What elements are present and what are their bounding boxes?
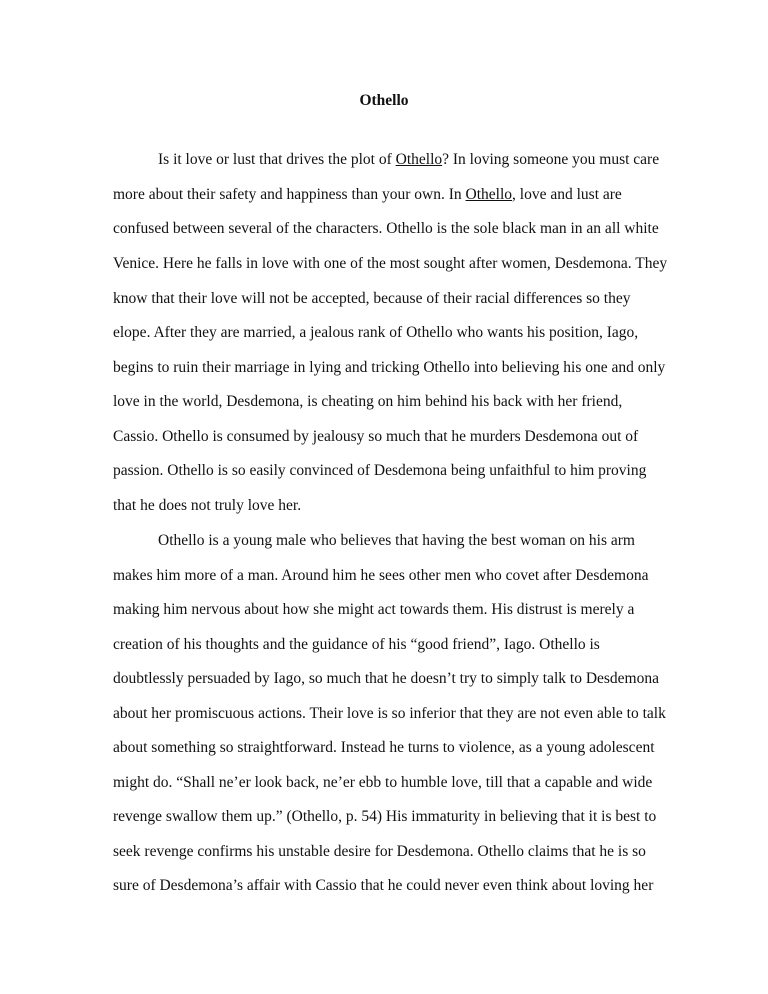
paragraph-2-line-8: might do. “Shall ne’er look back, ne’er ebb to humble love, till that a capable and wide [113, 774, 653, 791]
line-text: , love and lust are [512, 186, 622, 203]
paragraph-1-line-8: love in the world, Desdemona, is cheating on him behind his back with her friend, [113, 393, 623, 410]
document-title: Othello [359, 92, 409, 109]
paragraph-1-line-9: Cassio. Othello is consumed by jealousy so much that he murders Desdemona out of [113, 428, 639, 445]
paragraph-1-line-10: passion. Othello is so easily convinced of Desdemona being unfaithful to him proving [113, 462, 647, 479]
paragraph-2-line-9: revenge swallow them up.” (Othello, p. 54) His immaturity in believing that it is best to [113, 808, 657, 825]
paragraph-2-line-7: about something so straightforward. Instead he turns to violence, as a young adolescent [113, 739, 655, 756]
paragraph-2-line-10: seek revenge confirms his unstable desire for Desdemona. Othello claims that he is so [113, 843, 646, 860]
paragraph-2-line-1: Othello is a young male who believes that having the best woman on his arm [158, 532, 635, 549]
paragraph-2-line-11: sure of Desdemona’s affair with Cassio that he could never even think about loving her [113, 877, 654, 894]
underlined-title-text: Othello [465, 186, 513, 203]
paragraph-1-line-1 [158, 150, 659, 170]
line-text: ? In loving someone you must care [442, 151, 660, 168]
paragraph-2-line-2: makes him more of a man. Around him he sees other men who covet after Desdemona [113, 567, 649, 584]
paragraph-1-line-2 [113, 185, 622, 205]
paragraph-2-line-3: making him nervous about how she might act towards them. His distrust is merely a [113, 601, 635, 618]
paragraph-2-line-6: about her promiscuous actions. Their love is so inferior that they are not even able to talk [113, 705, 666, 722]
paragraph-1-line-5: know that their love will not be accepted, because of their racial differences so they [113, 290, 631, 307]
line-text: Is it love or lust that drives the plot of [158, 151, 396, 168]
underlined-title-text: Othello [395, 151, 443, 168]
paragraph-2-line-4: creation of his thoughts and the guidance of his “good friend”, Iago. Othello is [113, 636, 600, 653]
paragraph-1-line-7: begins to ruin their marriage in lying and tricking Othello into believing his one and only [113, 359, 666, 376]
line-text: more about their safety and happiness than your own. In [113, 186, 466, 203]
paragraph-1-line-11: that he does not truly love her. [113, 497, 302, 514]
paragraph-1-line-3: confused between several of the characters. Othello is the sole black man in an all white [113, 220, 659, 237]
paragraph-2-line-5: doubtlessly persuaded by Iago, so much that he doesn’t try to simply talk to Desdemona [113, 670, 659, 687]
paragraph-1-line-6: elope. After they are married, a jealous rank of Othello who wants his position, Iago, [113, 324, 639, 341]
paragraph-1-line-4: Venice. Here he falls in love with one of the most sought after women, Desdemona. They [113, 255, 668, 272]
